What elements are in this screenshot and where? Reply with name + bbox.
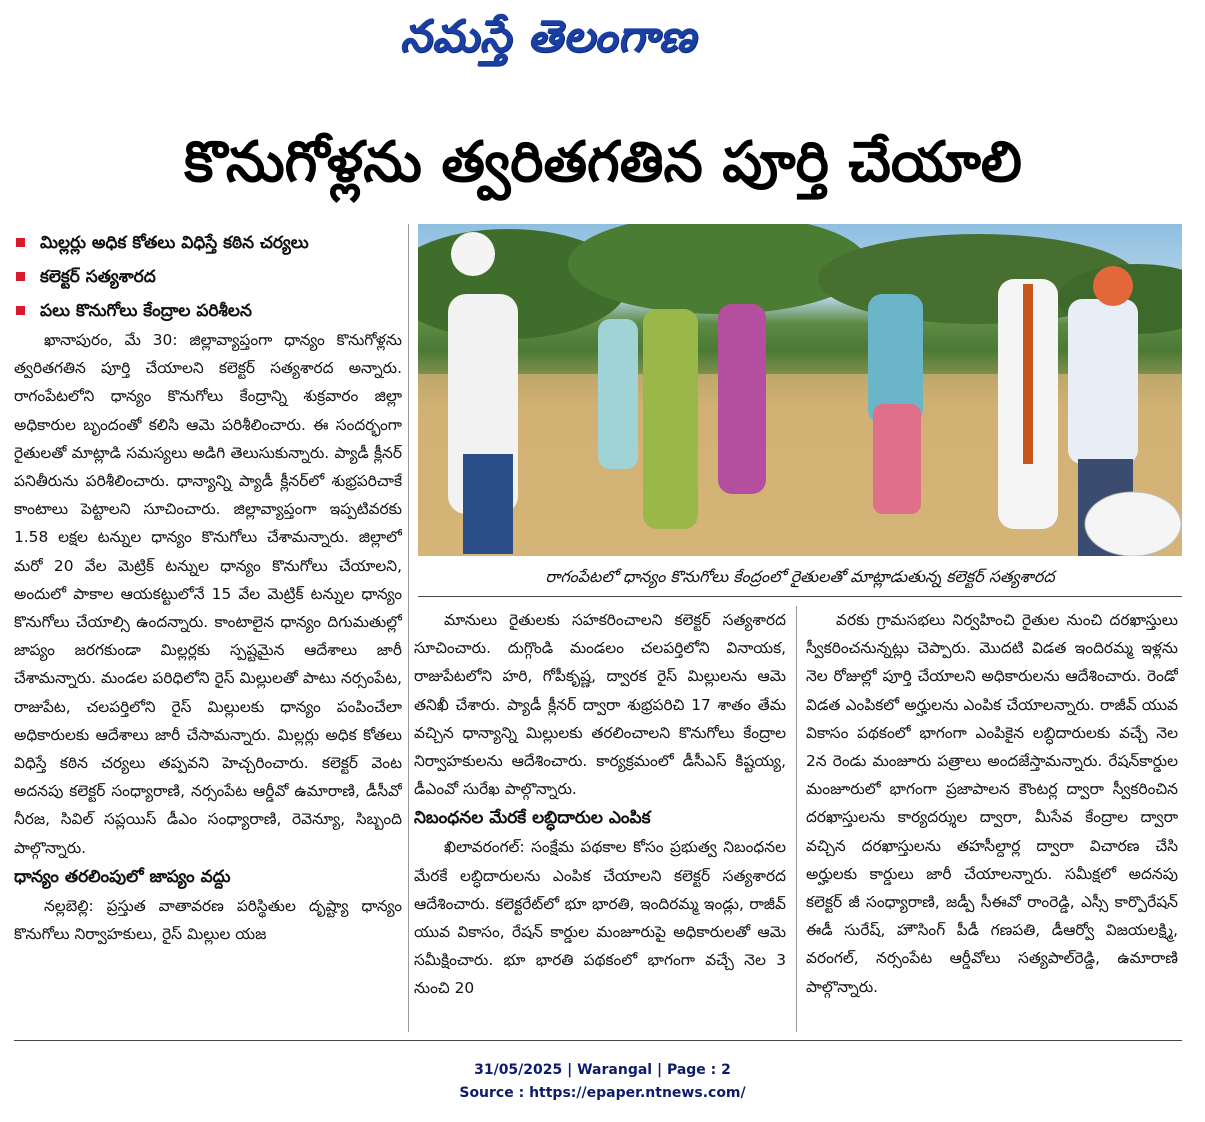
article-paragraph: ఖానాపురం, మే 30: జిల్లావ్యాప్తంగా ధాన్యం కొనుగోళ్లను త్వరితగతిన పూర్తి చేయాలని కలెక్టర్ సత్యశారద అన్నారు. రాగంపేటలోని ధాన్యం కొనుగోలు కేంద్రాన్ని శుక్రవారం జిల్లా అధికారుల బృందంతో కలిసి ఆమె పరిశీలించారు. ఈ సందర్భంగా రైతులతో మాట్లాడి సమస్యలు అడిగి తెలుసుకున్నారు. ప్యాడీ క్లీనర్ పనితీరును పరిశీలించారు. ధాన్యాన్ని ప్యాడీ క్లీనర్‌లో శుభ్రపరిచాకే కాంటాలు పెట్టాలని సూచించారు. జిల్లావ్యాప్తంగా ఇప్పటివరకు 1.58 లక్షల టన్నుల ధాన్యం కొనుగోలు చేశామన్నారు. జిల్లాలో మరో 20 వేల మెట్రిక్ టన్నుల ధాన్యం కొనుగోలు చేయాలని, అందులో పాకాల ఆయకట్టులోనే 15 వేల మెట్రిక్ టన్నుల ధాన్యం కొనుగోలు చేయాల్సి ఉందన్నారు. కాంటాలైన ధాన్యం దిగుమతుల్లో జాప్యం జరగకుండా మిల్లర్లకు స్పష్టమైన ఆదేశాలు జారీ చేశామన్నారు. మండల పరిధిలోని రైస్ మిల్లులతో పాటు నర్సంపేట, రాజుపేట, చలపర్తిలోని రైస్ మిల్లులకు ధాన్యం పంపించేలా అధికారులకు ఆదేశాలు జారీ చేసామన్నారు. మిల్లర్లు అధిక కోతలు విధిస్తే కఠిన చర్యలు తప్పవని హెచ్చరించారు. కలెక్టర్ వెంట అదనపు కలెక్టర్ సంధ్యారాణి, నర్సంపేట ఆర్డీవో ఉమారాణి, డీసీవో నీరజ, సివిల్ సప్లయిస్ డీఎం సంధ్యారాణి, రెవెన్యూ, సిబ్బంది పాల్గొన్నారు. [14, 331, 402, 857]
bullet-text: పలు కొనుగోలు కేంద్రాల పరిశీలన [40, 301, 252, 321]
article-paragraph: నల్లబెల్లి: ప్రస్తుత వాతావరణ పరిస్థితుల దృష్ట్యా ధాన్యం కొనుగోలు నిర్వాహకులు, రైస్ మిల్లుల యజ [14, 896, 402, 944]
footer-date-edition: 31/05/2025 | Warangal | Page : 2 [474, 1062, 731, 1078]
footer-divider [14, 1040, 1182, 1041]
bullet-item [14, 262, 404, 296]
section-subhead: నిబంధనల మేరకే లబ్ధిదారుల ఎంపిక [414, 808, 651, 829]
right-column [806, 606, 1178, 1026]
photo-caption: రాగంపేటలో ధాన్యం కొనుగోలు కేంద్రంలో రైతులతో మాట్లాడుతున్న కలెక్టర్ సత్యశారద [545, 567, 1055, 586]
left-column [14, 326, 402, 1002]
bullet-item [14, 296, 404, 330]
column-divider [796, 606, 797, 1032]
article-paragraph: ఖిలావరంగల్: సంక్షేమ పథకాల కోసం ప్రభుత్వ నిబంధనల మేరకే లబ్ధిదారులను ఎంపిక చేయాలని కలెక్టర్ సత్యశారద ఆదేశించారు. కలెక్టరేట్‌లో భూ భారతి, ఇందిరమ్మ ఇండ్లు, రాజీవ్ యువ వికాసం, రేషన్ కార్డుల మంజూరుపై అధికారులతో ఆమె సమీక్షించారు. భూ భారతి పథకంలో భాగంగా వచ్చే నెల 3 నుంచి 20 [414, 838, 786, 998]
bullet-marker-icon [16, 238, 25, 247]
bullet-marker-icon [16, 306, 25, 315]
bullet-text: కలెక్టర్ సత్యశారద [40, 267, 156, 287]
caption-divider [418, 596, 1182, 597]
article-paragraph: మానులు రైతులకు సహకరించాలని కలెక్టర్ సత్యశారద సూచించారు. దుగ్గొండి మండలం చలపర్తిలోని వినాయక, రాజుపేటలోని హరి, గోపీకృష్ణ, ద్వారక రైస్ మిల్లులను ఆమె తనిఖీ చేశారు. ప్యాడీ క్లీనర్ ద్వారా శుభ్రపరిచి 17 శాతం తేమ వచ్చిన ధాన్యాన్ని మిల్లులకు తరలించాలని కొనుగోలు కేంద్రాల నిర్వాహకులను ఆదేశించారు. కార్యక్రమంలో డీసీఎస్ కిష్టయ్య, డీఎంవో సురేఖ పాల్గొన్నారు. [414, 611, 786, 799]
bullet-text: మిల్లర్లు అధిక కోతలు విధిస్తే కఠిన చర్యలు [40, 233, 309, 253]
bullet-marker-icon [16, 272, 25, 281]
footer-source: Source : https://epaper.ntnews.com/ [459, 1085, 746, 1101]
bullet-item [14, 228, 404, 262]
section-subhead: ధాన్యం తరలింపులో జాప్యం వద్దు [14, 866, 231, 887]
news-photo [418, 224, 1182, 556]
photo-scene-image [418, 224, 1182, 556]
article-paragraph: వరకు గ్రామసభలు నిర్వహించి రైతుల నుంచి దరఖాస్తులు స్వీకరించనున్నట్లు చెప్పారు. మొదటి విడత ఇందిరమ్మ ఇళ్లను నెల రోజుల్లో పూర్తి చేయాలని అధికారులను ఆదేశించారు. రెండో విడత ఎంపికలో అర్హులను ఎంపిక చేయాలన్నారు. రాజీవ్ యువ వికాసం పథకంలో భాగంగా ఎంపికైన లబ్ధిదారులకు వచ్చే నెల 2న రెండు మంజూరు పత్రాలు అందజేస్తామన్నారు. రేషన్‌కార్డుల మంజూరులో భాగంగా ప్రజాపాలన కౌంటర్ల ద్వారా స్వీకరించిన దరఖాస్తులను కార్యదర్శుల ద్వారా, మీసేవ కేంద్రాల ద్వారా వచ్చిన దరఖాస్తులను తహసీల్దార్ల ద్వారా విచారణ చేసి అర్హులకు కార్డులు జారీ చేయాలన్నారు. సమీక్షలో అదనపు కలెక్టర్ జీ సంధ్యారాణి, జడ్పీ సీఈవో రాంరెడ్డి, ఎస్సీ కార్పొరేషన్ ఈడీ సురేష్, హౌసింగ్ పీడీ గణపతి, డీఆర్వో విజయలక్ష్మి, వరంగల్, నర్సంపేట ఆర్డీవోలు సత్యపాల్‌రెడ్డి, ఉమారాణి పాల్గొన్నారు. [806, 611, 1178, 996]
column-divider [408, 224, 409, 1032]
masthead-logo: నమస్తే తెలంగాణ [400, 11, 697, 62]
middle-column [414, 606, 786, 1036]
headline: కొనుగోళ్లను త్వరితగతిన పూర్తి చేయాలి [184, 130, 1022, 195]
bullet-list [14, 228, 404, 330]
